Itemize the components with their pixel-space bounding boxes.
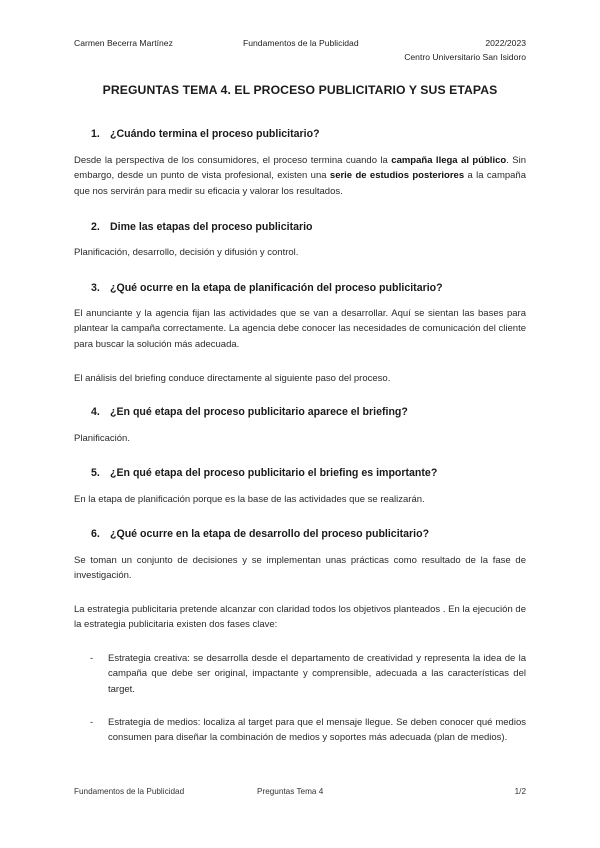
answer-bold: campaña llega al público [391, 155, 507, 166]
question-2 [91, 221, 313, 233]
question-number: 4. [91, 406, 100, 418]
answer-3: El anunciante y la agencia fijan las actividades que se van a desarrollar. Aquí se sientan las bases para plantear la campaña correctamente. La agencia debe conocer las necesidades de comunicación del cliente para buscar la solución más adecuada. [74, 308, 526, 350]
answer-6-extra: La estrategia publicitaria pretende alcanzar con claridad todos los objetivos planteados . En la ejecución de la estrategia publicitaria existen dos fases clave: [74, 604, 526, 631]
question-4 [91, 406, 408, 418]
answer-6: Se toman un conjunto de decisiones y se implementan unas prácticas como resultado de la fase de investigación. [74, 555, 526, 582]
page-title: PREGUNTAS TEMA 4. EL PROCESO PUBLICITARIO Y SUS ETAPAS [102, 83, 498, 97]
header-center: Centro Universitario San Isidoro [404, 52, 526, 62]
list-item-text: Estrategia de medios: localiza al target para que el mensaje llegue. Se deben conocer qué medios consumen para diseñar la combinación de medios y soportes más adecuada (plan de medios). [108, 717, 526, 744]
question-text: ¿Qué ocurre en la etapa de planificación del proceso publicitario? [110, 282, 443, 294]
answer-text: Desde la perspectiva de los consumidores, el proceso termina cuando la [74, 155, 392, 166]
question-number: 6. [91, 528, 100, 540]
answer-5: En la etapa de planificación porque es la base de las actividades que se realizarán. [74, 494, 425, 505]
question-text: Dime las etapas del proceso publicitario [110, 221, 313, 233]
header-year: 2022/2023 [485, 38, 526, 48]
answer-2: Planificación, desarrollo, decisión y difusión y control. [74, 247, 299, 258]
answer-3-extra: El análisis del briefing conduce directamente al siguiente paso del proceso. [74, 373, 391, 384]
footer-doc-title: Preguntas Tema 4 [257, 787, 324, 796]
bullet-dash: - [90, 717, 94, 728]
question-number: 2. [91, 221, 100, 233]
question-text: ¿En qué etapa del proceso publicitario aparece el briefing? [110, 406, 408, 418]
question-3 [91, 282, 443, 294]
answer-text: a la campaña que nos servirán para medir su eficacia y valorar los resultados. [74, 170, 526, 197]
list-item-text: Estrategia creativa: se desarrolla desde el departamento de creatividad y representa la idea de la campaña que debe ser original, impactante y comprensible, adecuada a las características del target. [108, 653, 526, 695]
bullet-dash: - [90, 653, 94, 664]
question-5 [91, 467, 437, 479]
question-number: 3. [91, 282, 100, 294]
footer-subject: Fundamentos de la Publicidad [74, 787, 185, 796]
header-author: Carmen Becerra Martínez [74, 38, 173, 48]
answer-text: . Sin embargo, desde un punto de vista profesional, existen una [74, 155, 527, 182]
answer-4: Planificación. [74, 433, 130, 444]
footer-page-number: 1/2 [514, 787, 526, 796]
question-number: 1. [91, 128, 100, 140]
question-text: ¿Qué ocurre en la etapa de desarrollo del proceso publicitario? [110, 528, 430, 540]
question-text: ¿Cuándo termina el proceso publicitario? [110, 128, 320, 140]
question-text: ¿En qué etapa del proceso publicitario el briefing es importante? [110, 467, 438, 479]
question-1 [91, 128, 320, 140]
question-number: 5. [91, 467, 100, 479]
answer-1 [74, 153, 526, 199]
answer-bold: serie de estudios posteriores [329, 170, 465, 182]
question-6 [91, 528, 429, 540]
header-subject: Fundamentos de la Publicidad [243, 38, 359, 48]
